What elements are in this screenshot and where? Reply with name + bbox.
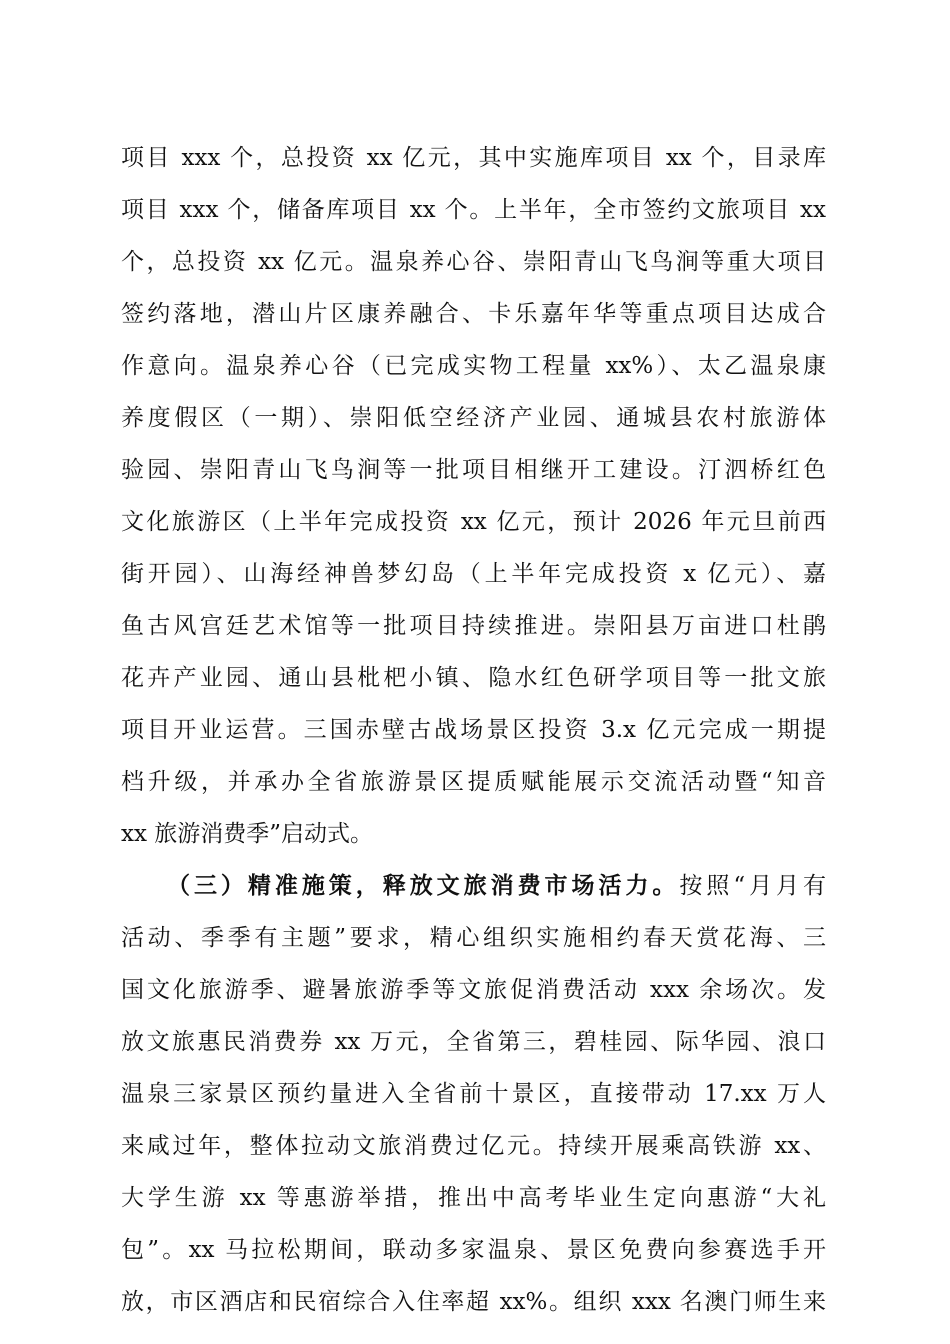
text-line: 放文旅惠民消费券 xx 万元，全省第三，碧桂园、际华园、浪口 bbox=[121, 1029, 826, 1055]
text-line: 个，总投资 xx 亿元。温泉养心谷、崇阳青山飞鸟涧等重大项目 bbox=[121, 249, 826, 275]
text-line: 验园、崇阳青山飞鸟涧等一批项目相继开工建设。汀泗桥红色 bbox=[121, 457, 826, 483]
text-line: 项目 xxx 个，储备库项目 xx 个。上半年，全市签约文旅项目 xx bbox=[121, 197, 826, 223]
text-line: 项目开业运营。三国赤壁古战场景区投资 3.x 亿元完成一期提 bbox=[121, 717, 826, 743]
text-line: 花卉产业园、通山县枇杷小镇、隐水红色研学项目等一批文旅 bbox=[121, 665, 826, 691]
text-line: 包”。xx 马拉松期间，联动多家温泉、景区免费向参赛选手开 bbox=[121, 1237, 826, 1263]
text-line: 养度假区（一期）、崇阳低空经济产业园、通城县农村旅游体 bbox=[121, 405, 826, 431]
text-line: 国文化旅游季、避暑旅游季等文旅促消费活动 xxx 余场次。发 bbox=[121, 977, 826, 1003]
text-line: xx 旅游消费季”启动式。 bbox=[121, 821, 374, 847]
text-line: 温泉三家景区预约量进入全省前十景区，直接带动 17.xx 万人 bbox=[121, 1081, 826, 1107]
text-line: 来咸过年，整体拉动文旅消费过亿元。持续开展乘高铁游 xx、 bbox=[121, 1133, 826, 1159]
text-line: 放，市区酒店和民宿综合入住率超 xx%。组织 xxx 名澳门师生来 bbox=[121, 1289, 826, 1315]
text-line: 作意向。温泉养心谷（已完成实物工程量 xx%）、太乙温泉康 bbox=[121, 353, 826, 379]
text-line: 街开园）、山海经神兽梦幻岛（上半年完成投资 x 亿元）、嘉 bbox=[121, 561, 826, 587]
text-line: 文化旅游区（上半年完成投资 xx 亿元，预计 2026 年元旦前西 bbox=[121, 509, 826, 535]
text-line: 项目 xxx 个，总投资 xx 亿元，其中实施库项目 xx 个，目录库 bbox=[121, 145, 826, 171]
section-heading-line bbox=[167, 866, 826, 906]
section-heading-rest: 按照“月月有 bbox=[679, 873, 827, 899]
text-line: 签约落地，潜山片区康养融合、卡乐嘉年华等重点项目达成合 bbox=[121, 301, 826, 327]
text-line: 鱼古风宫廷艺术馆等一批项目持续推进。崇阳县万亩进口杜鹃 bbox=[121, 613, 826, 639]
text-line: 档升级，并承办全省旅游景区提质赋能展示交流活动暨“知音 bbox=[121, 769, 826, 795]
text-line: 活动、季季有主题”要求，精心组织实施相约春天赏花海、三 bbox=[121, 925, 826, 951]
section-heading: （三）精准施策，释放文旅消费市场活力。 bbox=[167, 872, 680, 899]
text-line: 大学生游 xx 等惠游举措，推出中高考毕业生定向惠游“大礼 bbox=[121, 1185, 826, 1211]
